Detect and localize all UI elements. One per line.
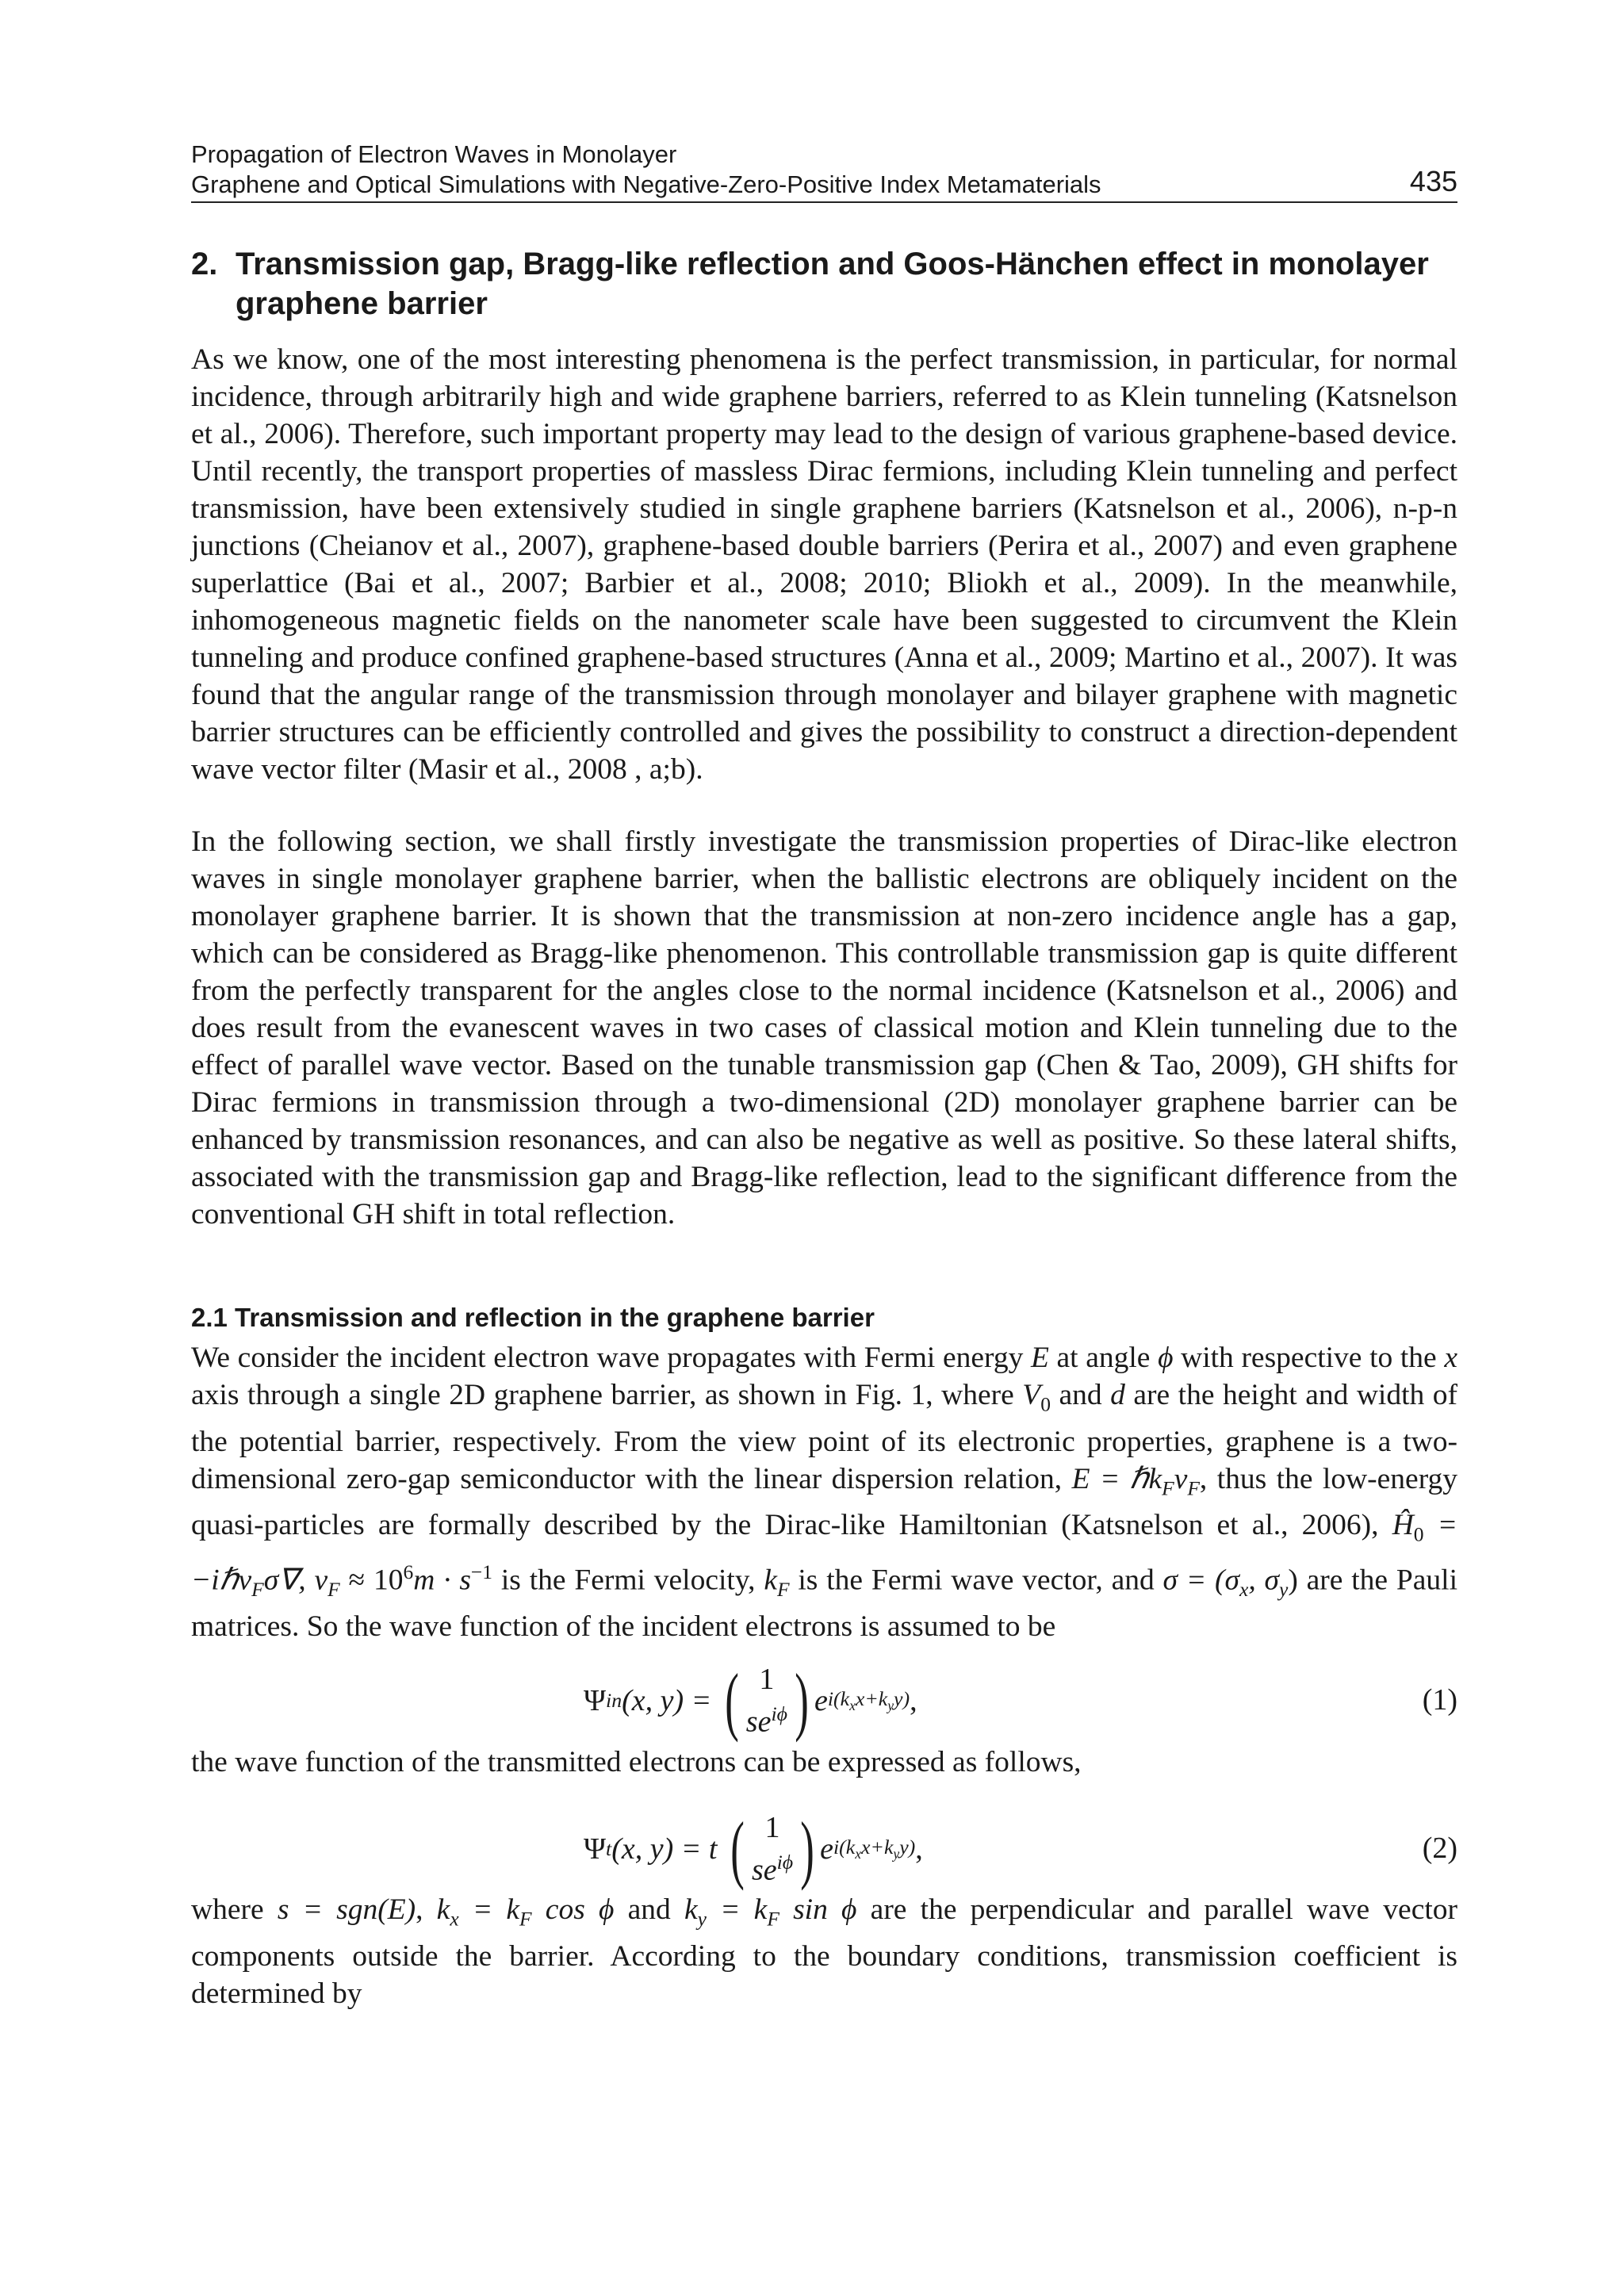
- section-paragraph-1: [191, 341, 1457, 788]
- section-title: Transmission gap, Bragg-like reflection and Goos-Hänchen effect in monolayer graphene barrier: [236, 247, 1429, 321]
- paragraph-text: In the following section, we shall firstly investigate the transmission properties of Dirac-like electron waves in single monolayer graphene barrier, when the ballistic electrons are obliquely incident on the monolayer graphene barrier. It is shown that the transmission at non-zero incidence angle has a gap, which can be considered as Bragg-like phenomenon. This controllable transmission gap is quite different from the perfectly transparent for the angles close to the normal incidence (Katsnelson et al., 2006) and does result from the evanescent waves in two cases of classical motion and Klein tunneling due to the effect of parallel wave vector. Based on the tunable transmission gap (Chen & Tao, 2009), GH shifts for Dirac fermions in transmission through a two-dimensional (2D) monolayer graphene barrier can be enhanced by transmission resonances, and can also be negative as well as positive. So these lateral shifts, associated with the transmission gap and Bragg-like reflection, lead to the significant difference from the conventional GH shift in total reflection.: [191, 825, 1457, 1231]
- section-heading: [191, 244, 1457, 323]
- spinor-vector: 1 $se^{i\phi}$: [745, 1663, 787, 1739]
- paragraph-text: As we know, one of the most interesting phenomena is the perfect transmission, in particular, for normal incidence, through arbitrarily high and wide graphene barriers, referred to as Klein tunneling (Katsnelson et al., 2006). Therefore, such important property may lead to the design of various graphene-based device. Until recently, the transport properties of massless Dirac fermions, including Klein tunneling and perfect transmission, have been extensively studied in single graphene barriers (Katsnelson et al., 2006), n-p-n junctions (Cheianov et al., 2007), graphene-based double barriers (Perira et al., 2007) and even graphene superlattice (Bai et al., 2007; Barbier et al., 2008; 2010; Bliokh et al., 2009). In the meanwhile, inhomogeneous magnetic fields on the nanometer scale have been suggested to circumvent the Klein tunneling and produce confined graphene-based structures (Anna et al., 2009; Martino et al., 2007). It was found that the angular range of the transmission through monolayer and bilayer graphene with magnetic barrier structures can be efficiently controlled and gives the possibility to construct a direction-dependent wave vector filter (Masir et al., 2008 , a;b).: [191, 343, 1457, 786]
- equation-2-body: Ψ t (x, y) = t ( 1 $se^{i\phi}$ ) e $i(k_xx+k_yy)$ ,: [584, 1806, 923, 1891]
- equation-number-1: (1): [1422, 1683, 1457, 1717]
- running-head-title-line-1: Propagation of Electron Waves in Monolayer: [191, 140, 677, 168]
- equation-number-2: (2): [1422, 1832, 1457, 1865]
- paragraph-text: the wave function of the transmitted electrons can be expressed as follows,: [191, 1746, 1082, 1778]
- equation-1-body: Ψ in (x, y) = ( 1 $se^{i\phi}$ ) e $i(k_xx+k_yy)$ ,: [584, 1658, 917, 1743]
- paragraph-text: We consider the incident electron wave propagates with Fermi energy E at angle ϕ with respective to the x axis through a single 2D graphene barrier, as shown in Fig. 1, where $V_0$ and d are the height and width of the potential barrier, respectively. From the view point of its electronic properties, graphene is a two-dimensional zero-gap semiconductor with the linear dispersion relation, $E = \hbar k_Fv_F$, thus the low-energy quasi-particles are formally described by the Dirac-like Hamiltonian (Katsnelson et al., 2006), $Ĥ_0$ = −iℏv$_F$σ∇, $v_F \approx 10^6m \cdot s^{-1}$ is the Fermi velocity, $k_F$ is the Fermi wave vector, and $\sigma = (\sigma_x$, $\sigma_y$) are the Pauli matrices. So the wave function of the incident electrons is assumed to be: [191, 1342, 1458, 1643]
- section-paragraph-2: [191, 823, 1457, 1233]
- equation-1: [191, 1657, 1457, 1744]
- paragraph-text: where s = sgn(E), $k_x = k_F$ cos ϕ and $k_y = k_F$ sin ϕ are the perpendicular and parallel wave vector components outside the barrier. According to the boundary conditions, transmission coefficient is determined by: [191, 1893, 1458, 2010]
- running-head: [191, 140, 1457, 203]
- spinor-vector: 1 $se^{i\phi}$: [751, 1811, 794, 1887]
- page-number: 435: [1409, 165, 1457, 197]
- running-head-title-line-2: Graphene and Optical Simulations with Negative-Zero-Positive Index Metamaterials: [191, 170, 1101, 198]
- subsection-paragraph-3: [191, 1891, 1457, 2012]
- subsection-heading: 2.1 Transmission and reflection in the graphene barrier: [191, 1303, 875, 1332]
- subsection-paragraph-2: [191, 1744, 1457, 1781]
- subsection-paragraph-1: [191, 1339, 1457, 1645]
- equation-2: [191, 1805, 1457, 1893]
- section-number: 2.: [191, 247, 218, 281]
